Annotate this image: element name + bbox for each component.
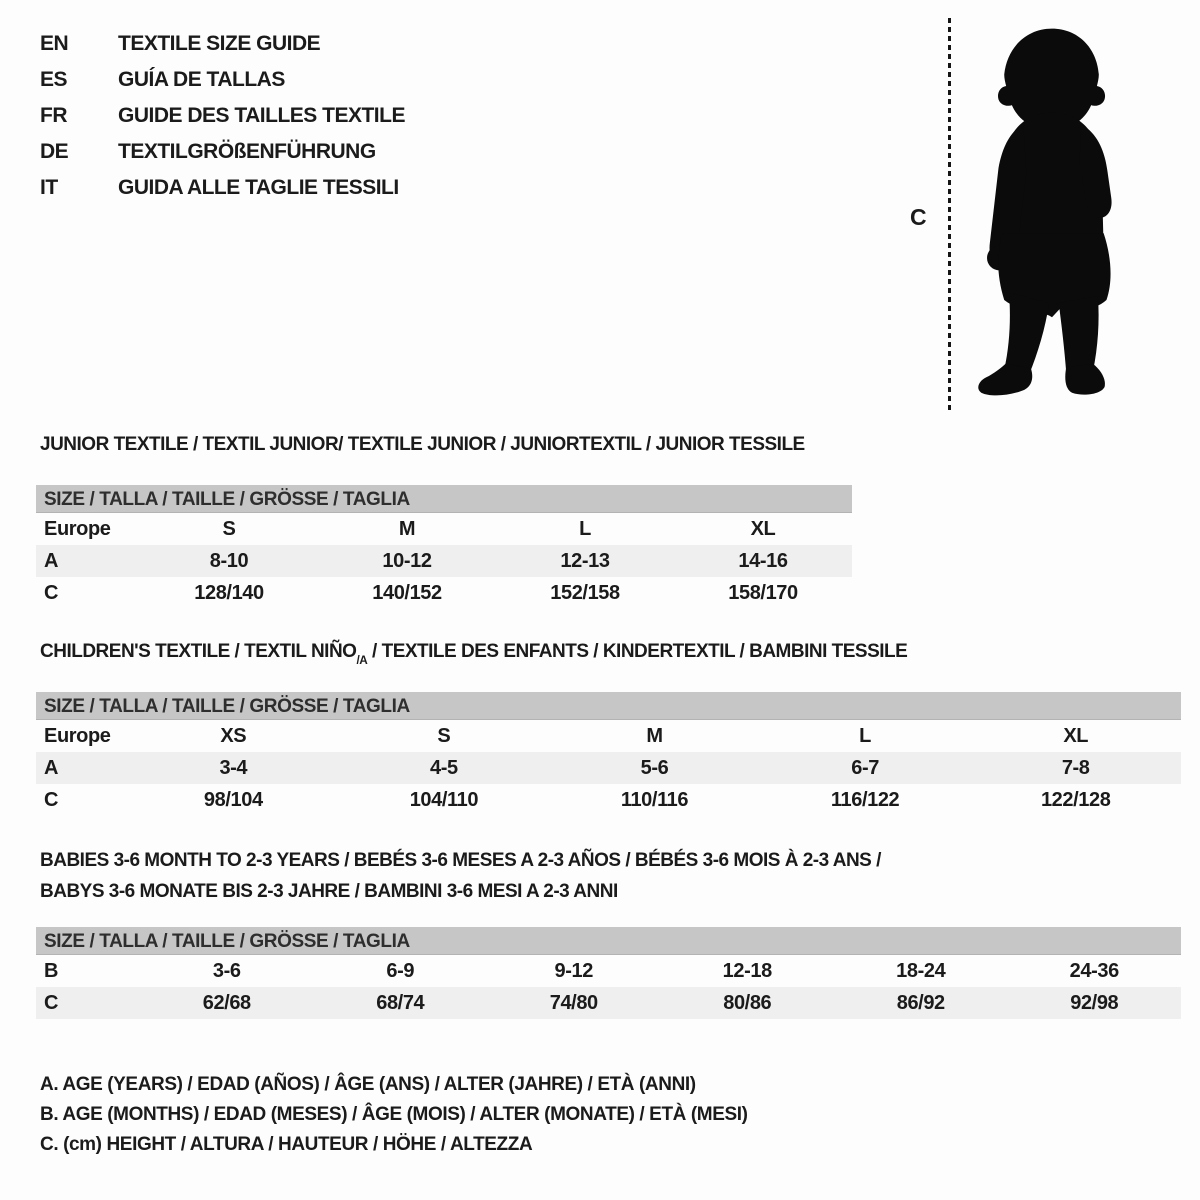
height-cell: 128/140 [194,581,264,604]
table-row-height [36,784,1181,816]
junior-size-table [36,485,852,609]
age-cell: 18-24 [896,959,946,982]
row-label: A [44,756,59,779]
babies-section-title [40,845,881,907]
age-cell: 6-7 [851,756,879,779]
height-dashed-line [948,18,951,414]
row-label: B [44,959,59,982]
size-cell: S [437,724,451,747]
height-cell: 158/170 [728,581,798,604]
height-cell: 80/86 [723,991,772,1014]
height-cell: 68/74 [376,991,425,1014]
size-cell: XS [220,724,247,747]
age-cell: 4-5 [430,756,458,779]
age-cell: 14-16 [738,549,788,572]
size-header-bar: SIZE / TALLA / TAILLE / GRÖSSE / TAGLIA [36,692,1181,720]
size-cell: L [579,517,591,540]
row-label: C [44,991,59,1014]
height-cell: 104/110 [409,788,479,811]
height-cell: 98/104 [203,788,263,811]
language-code: ES [40,68,68,91]
legend-note-a: A. AGE (YEARS) / EDAD (AÑOS) / ÂGE (ANS) / ALTER (JAHRE) / ETÀ (ANNI) [40,1074,696,1095]
children-size-table [36,692,1181,816]
language-code: FR [40,104,67,127]
height-cell: 122/128 [1040,788,1111,811]
language-row [40,62,405,98]
height-cell: 152/158 [550,581,620,604]
babies-size-table [36,927,1181,1019]
children-title-sub: /A [356,653,368,667]
guide-title: GUIDE DES TAILLES TEXTILE [118,104,405,127]
age-cell: 7-8 [1061,756,1090,779]
size-header-bar: SIZE / TALLA / TAILLE / GRÖSSE / TAGLIA [36,485,852,513]
age-cell: 8-10 [209,549,249,572]
children-section-title [40,641,907,665]
age-cell: 10-12 [382,549,432,572]
age-cell: 5-6 [640,756,669,779]
language-row [40,26,405,62]
age-cell: 9-12 [554,959,593,982]
height-cell: 140/152 [372,581,442,604]
table-row-europe [36,513,852,545]
toddler-silhouette-icon [966,18,1138,410]
language-row [40,134,405,170]
babies-title-line2: BABYS 3-6 MONATE BIS 2-3 JAHRE / BAMBINI 3-6 MESI A 2-3 ANNI [40,881,618,902]
age-cell: 24-36 [1069,959,1119,982]
language-code: IT [40,176,58,199]
age-cell: 12-18 [722,959,772,982]
legend-note-c: C. (cm) HEIGHT / ALTURA / HAUTEUR / HÖHE / ALTEZZA [40,1134,533,1155]
height-cell: 86/92 [896,991,945,1014]
row-label: C [44,788,59,811]
row-label: A [44,549,59,572]
guide-title: TEXTILE SIZE GUIDE [118,32,321,55]
height-cell: 92/98 [1070,991,1119,1014]
height-cell: 116/122 [830,788,900,811]
guide-title: GUIDA ALLE TAGLIE TESSILI [118,176,399,199]
language-code: EN [40,32,69,55]
table-row-height [36,577,852,609]
children-title-pre: CHILDREN'S TEXTILE / TEXTIL NIÑO [40,641,357,662]
height-cell: 110/116 [620,788,689,811]
language-row [40,98,405,134]
language-row [40,170,405,206]
height-cell: 62/68 [202,991,251,1014]
size-header-bar: SIZE / TALLA / TAILLE / GRÖSSE / TAGLIA [36,927,1181,955]
language-code: DE [40,140,69,163]
size-cell: S [222,517,236,540]
table-row-europe [36,720,1181,752]
row-label: C [44,581,59,604]
row-label: Europe [44,517,111,540]
size-cell: XL [1063,724,1089,747]
table-row-age [36,545,852,577]
height-cell: 74/80 [549,991,598,1014]
table-row-age-months [36,955,1181,987]
language-title-list [40,26,405,206]
table-row-age [36,752,1181,784]
size-cell: L [859,724,871,747]
row-label: Europe [44,724,111,747]
legend-note-b: B. AGE (MONTHS) / EDAD (MESES) / ÂGE (MOIS) / ALTER (MONATE) / ETÀ (MESI) [40,1104,748,1125]
legend-notes [40,1070,748,1160]
junior-section-title: JUNIOR TEXTILE / TEXTIL JUNIOR/ TEXTILE JUNIOR / JUNIORTEXTIL / JUNIOR TESSILE [40,434,805,455]
size-cell: M [398,517,416,540]
size-cell: M [646,724,663,747]
age-cell: 3-6 [212,959,241,982]
guide-title: GUÍA DE TALLAS [118,68,285,91]
age-cell: 12-13 [560,549,610,572]
age-cell: 6-9 [386,959,415,982]
babies-title-line1: BABIES 3-6 MONTH TO 2-3 YEARS / BEBÉS 3-6 MESES A 2-3 AÑOS / BÉBÉS 3-6 MOIS À 2-3 ANS / [40,850,881,871]
guide-title: TEXTILGRÖßENFÜHRUNG [118,140,376,163]
height-measure-label: C [910,204,927,230]
size-cell: XL [750,517,776,540]
age-cell: 3-4 [219,756,248,779]
table-row-height [36,987,1181,1019]
children-title-post: / TEXTILE DES ENFANTS / KINDERTEXTIL / BAMBINI TESSILE [367,641,908,662]
